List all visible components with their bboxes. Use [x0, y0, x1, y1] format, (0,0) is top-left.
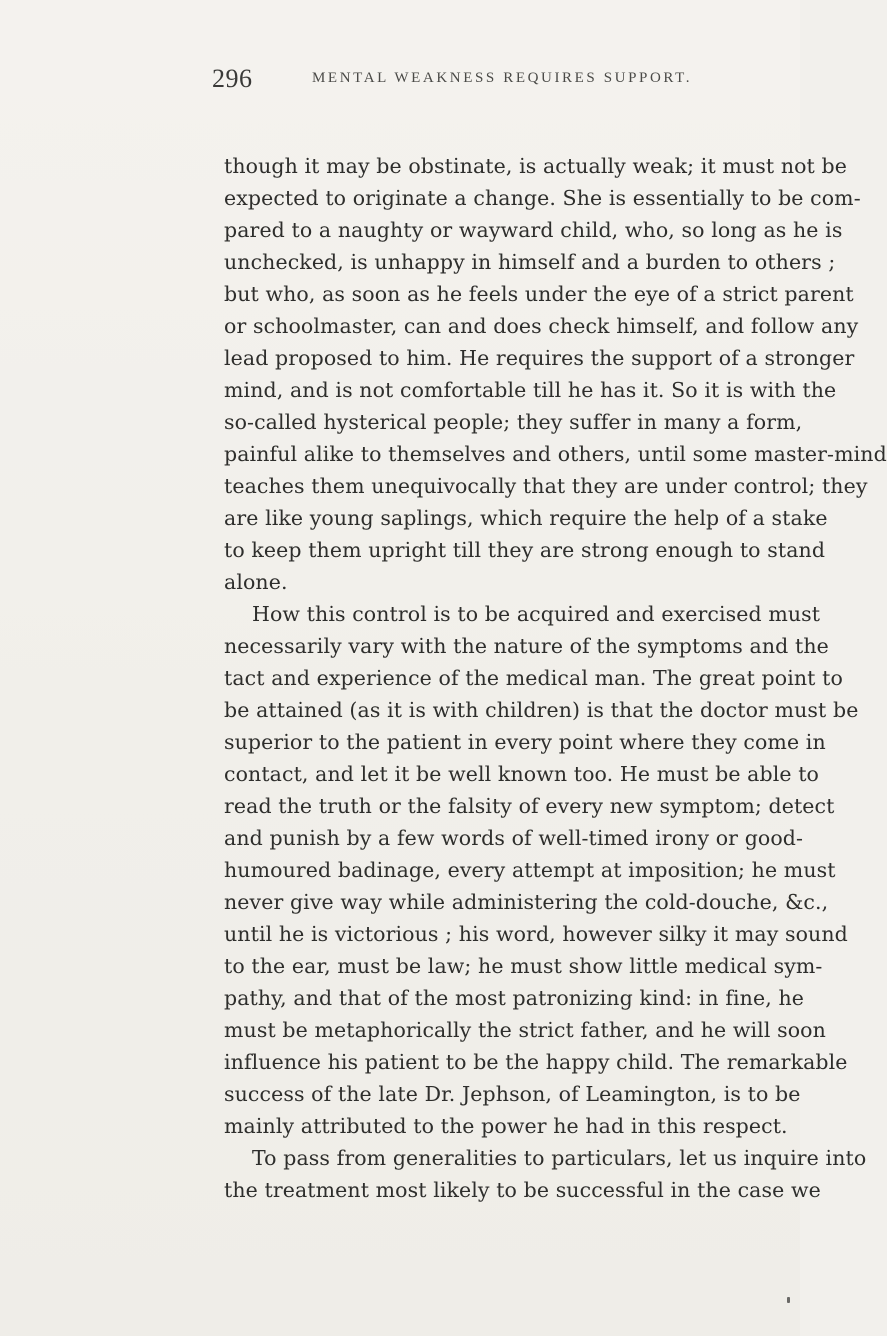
- text-line: necessarily vary with the nature of the symptoms and the: [224, 634, 829, 658]
- text-line: but who, as soon as he feels under the eye of a strict parent: [224, 282, 854, 306]
- text-line: or schoolmaster, can and does check himself, and follow any: [224, 314, 859, 338]
- text-line: expected to originate a change. She is essentially to be com-: [224, 186, 861, 210]
- paragraph-start-line: How this control is to be acquired and exercised must: [252, 602, 821, 626]
- text-line: lead proposed to him. He requires the support of a stronger: [224, 346, 855, 370]
- text-line: tact and experience of the medical man. The great point to: [224, 666, 843, 690]
- text-line: be attained (as it is with children) is that the doctor must be: [224, 698, 859, 722]
- page-number: 296: [212, 64, 253, 93]
- text-line: alone.: [224, 570, 288, 594]
- text-line: contact, and let it be well known too. He must be able to: [224, 762, 820, 786]
- text-line: to keep them upright till they are strong enough to stand: [224, 538, 826, 562]
- text-line: to the ear, must be law; he must show little medical sym-: [224, 954, 823, 978]
- running-title: MENTAL WEAKNESS REQUIRES SUPPORT.: [312, 70, 693, 86]
- text-line: mind, and is not comfortable till he has it. So it is with the: [224, 378, 837, 402]
- text-line: teaches them unequivocally that they are under control; they: [224, 474, 868, 498]
- text-line: never give way while administering the cold-douche, &c.,: [224, 890, 829, 914]
- text-line: and punish by a few words of well-timed irony or good-: [224, 826, 804, 850]
- text-line: painful alike to themselves and others, until some master-mind: [224, 442, 887, 466]
- text-line: are like young saplings, which require the help of a stake: [224, 506, 828, 530]
- text-line: humoured badinage, every attempt at imposition; he must: [224, 858, 836, 882]
- text-line: so-called hysterical people; they suffer in many a form,: [224, 410, 803, 434]
- text-line: the treatment most likely to be successful in the case we: [224, 1178, 821, 1202]
- text-line: success of the late Dr. Jephson, of Leamington, is to be: [224, 1082, 801, 1106]
- text-line: read the truth or the falsity of every new symptom; detect: [224, 794, 835, 818]
- text-line: must be metaphorically the strict father, and he will soon: [224, 1018, 826, 1042]
- text-line: pared to a naughty or wayward child, who, so long as he is: [224, 218, 843, 242]
- text-line: influence his patient to be the happy child. The remarkable: [224, 1050, 848, 1074]
- paragraph-start-line: To pass from generalities to particulars, let us inquire into: [252, 1146, 867, 1170]
- text-line: superior to the patient in every point where they come in: [224, 730, 826, 754]
- text-line: until he is victorious ; his word, however silky it may sound: [224, 922, 848, 946]
- text-line: pathy, and that of the most patronizing kind: in fine, he: [224, 986, 804, 1010]
- text-line: though it may be obstinate, is actually weak; it must not be: [224, 154, 847, 178]
- text-line: mainly attributed to the power he had in this respect.: [224, 1114, 788, 1138]
- text-line: unchecked, is unhappy in himself and a burden to others ;: [224, 250, 836, 274]
- scan-speck: [787, 1297, 790, 1303]
